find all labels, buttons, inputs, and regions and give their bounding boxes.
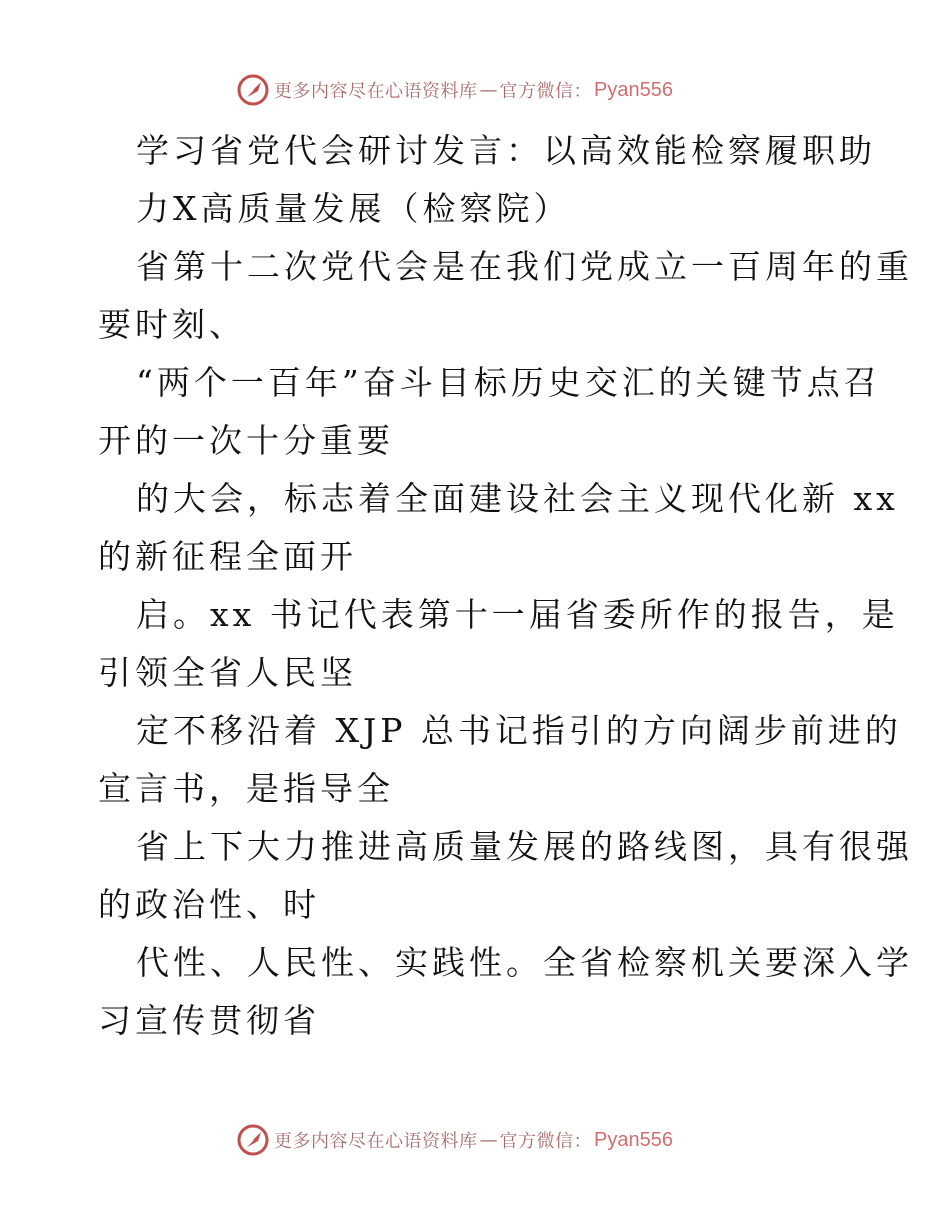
text-line: “两个一百年”奋斗目标历史交汇的关键节点召: [136, 363, 881, 402]
document-body: [98, 122, 913, 1050]
quill-logo-icon: [236, 73, 270, 107]
text-line: 习宣传贯彻省: [98, 1001, 320, 1040]
document-title-line: 学习省党代会研讨发言：以高效能检察履职助: [136, 131, 876, 170]
text-line: 宣言书，是指导全: [98, 769, 394, 808]
text-line: 开的一次十分重要: [98, 421, 394, 460]
watermark-id: Pyan556: [594, 78, 673, 101]
quill-logo-icon: [236, 1123, 270, 1157]
header-watermark: [236, 73, 673, 107]
watermark-separator: —: [479, 79, 498, 101]
text-line: 代性、人民性、实践性。全省检察机关要深入学: [136, 943, 913, 982]
watermark-separator: —: [479, 1129, 498, 1151]
document-title-line: 力X高质量发展（检察院）: [136, 189, 571, 228]
watermark-label: 官方微信：: [499, 1131, 592, 1152]
watermark-label: 官方微信：: [499, 81, 592, 102]
text-line: 的新征程全面开: [98, 537, 357, 576]
watermark-id: Pyan556: [594, 1128, 673, 1151]
text-line: 要时刻、: [98, 305, 246, 344]
watermark-text: 更多内容尽在心语资料库: [274, 1131, 478, 1152]
text-line: 省上下大力推进高质量发展的路线图，具有很强: [136, 827, 913, 866]
text-line: 省第十二次党代会是在我们党成立一百周年的重: [136, 247, 913, 286]
text-line: 定不移沿着 XJP 总书记指引的方向阔步前进的: [136, 711, 902, 750]
text-line: 的大会，标志着全面建设社会主义现代化新 xx: [136, 479, 899, 518]
text-line: 的政治性、时: [98, 885, 320, 924]
footer-watermark: [236, 1123, 673, 1157]
text-line: 引领全省人民坚: [98, 653, 357, 692]
text-line: 启。xx 书记代表第十一届省委所作的报告，是: [136, 595, 899, 634]
watermark-text: 更多内容尽在心语资料库: [274, 81, 478, 102]
